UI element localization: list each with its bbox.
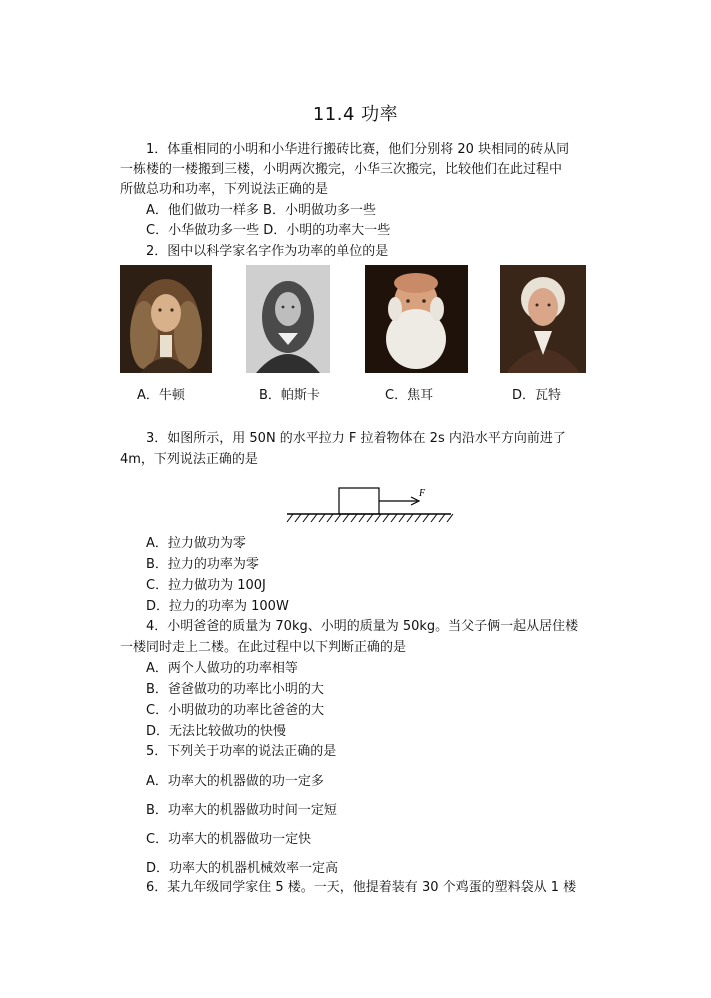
q4-option-a: A．两个人做功的功率相等 [146, 661, 298, 676]
newton-portrait-image [120, 265, 212, 373]
q3-option-c: C．拉力做功为 100J [146, 578, 266, 593]
q4-option-d: D．无法比较做功的快慢 [146, 724, 287, 739]
watt-portrait-image [500, 265, 586, 373]
pascal-portrait-image [246, 265, 330, 373]
q5-option-a: A．功率大的机器做的功一定多 [146, 774, 324, 789]
portrait-newton [120, 265, 212, 373]
q1-option-ab: A．他们做功一样多 B．小明做功多一些 [146, 203, 376, 218]
force-label: F [419, 488, 426, 499]
q1-line-2: 一栋楼的一楼搬到三楼，小明两次搬完，小华三次搬完，比较他们在此过程中 [120, 162, 563, 177]
q3-option-d: D．拉力的功率为 100W [146, 599, 289, 614]
block-object [339, 488, 379, 514]
portrait-joule [365, 265, 468, 373]
q5-option-c: C．功率大的机器做功一定快 [146, 832, 312, 847]
q2-caption-c: C．焦耳 [385, 388, 434, 403]
ground-hatching [287, 514, 453, 522]
portrait-pascal [246, 265, 330, 373]
q3-force-diagram [285, 482, 455, 526]
q3-line-1: 3．如图所示，用 50N 的水平拉力 F 拉着物体在 2s 内沿水平方向前进了 [146, 431, 566, 446]
q2-caption-b: B．帕斯卡 [259, 388, 320, 403]
q5-option-d: D．功率大的机器机械效率一定高 [146, 861, 339, 876]
q1-option-cd: C．小华做功多一些 D．小明的功率大一些 [146, 223, 391, 238]
q4-option-b: B．爸爸做功的功率比小明的大 [146, 682, 324, 697]
q2-caption-a: A．牛顿 [137, 388, 185, 403]
q5-stem: 5．下列关于功率的说法正确的是 [146, 744, 337, 759]
q3-line-2: 4m，下列说法正确的是 [120, 452, 258, 467]
portrait-watt [500, 265, 586, 373]
q3-option-b: B．拉力的功率为零 [146, 557, 259, 572]
q4-option-c: C．小明做功的功率比爸爸的大 [146, 703, 325, 718]
q4-line-2: 一楼同时走上二楼。在此过程中以下判断正确的是 [120, 640, 407, 655]
q1-line-3: 所做总功和功率，下列说法正确的是 [120, 182, 329, 197]
page-title: 11.4 功率 [312, 104, 399, 125]
q2-stem: 2．图中以科学家名字作为功率的单位的是 [146, 244, 389, 259]
q5-option-b: B．功率大的机器做功时间一定短 [146, 803, 337, 818]
q2-caption-d: D．瓦特 [512, 388, 562, 403]
q1-line-1: 1．体重相同的小明和小华进行搬砖比赛，他们分别将 20 块相同的砖从同 [146, 142, 570, 157]
q3-option-a: A．拉力做功为零 [146, 536, 246, 551]
q6-stem: 6．某九年级同学家住 5 楼。一天，他提着装有 30 个鸡蛋的塑料袋从 1 楼 [146, 880, 577, 895]
q4-line-1: 4．小明爸爸的质量为 70kg、小明的质量为 50kg。当父子俩一起从居住楼 [146, 619, 579, 634]
joule-portrait-image [365, 265, 468, 373]
